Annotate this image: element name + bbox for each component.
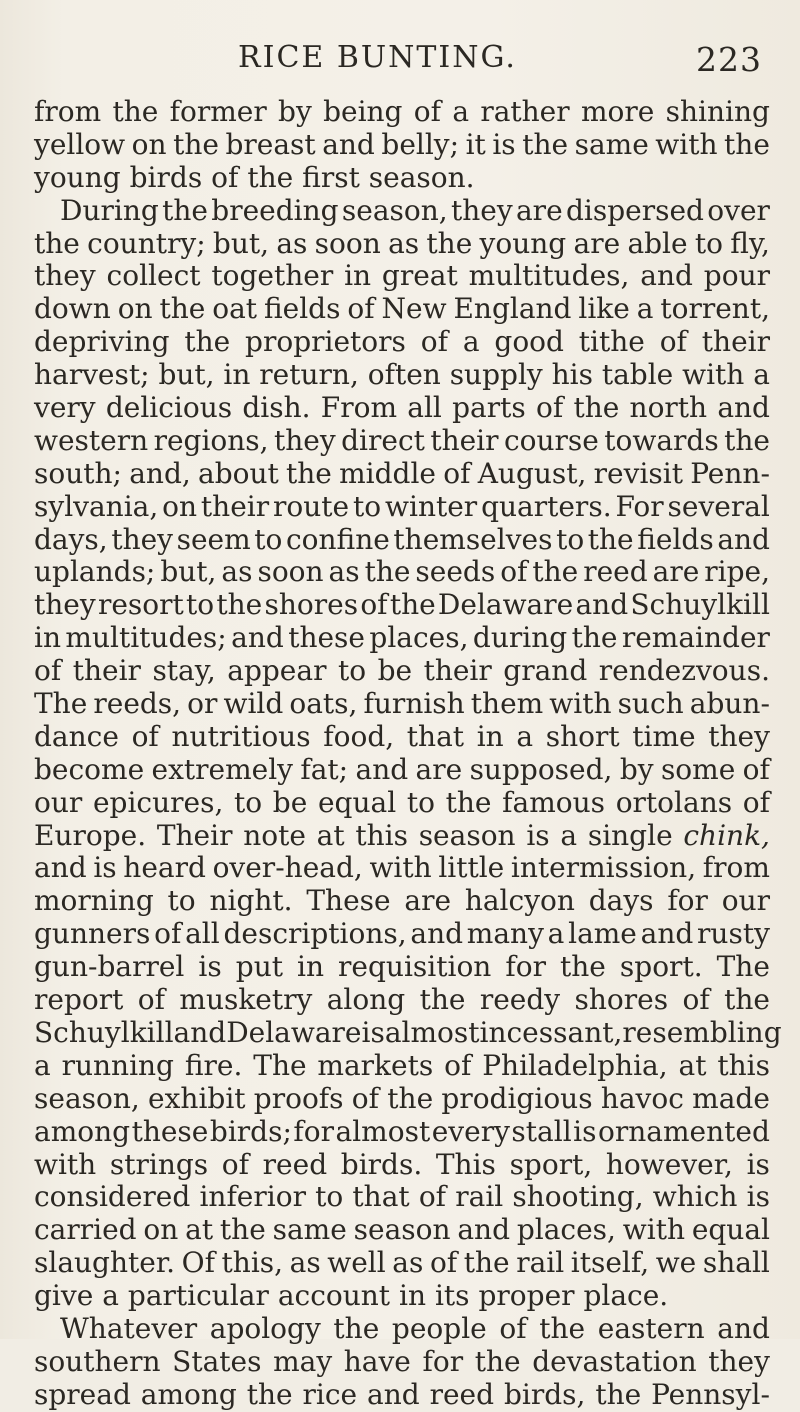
- text-line: of their stay, appear to be their grand rendezvous.: [34, 654, 770, 688]
- body-text: [34, 95, 782, 1412]
- text-line: depriving the proprietors of a good tithe of their: [34, 325, 770, 359]
- text-line: report of musketry along the reedy shores of the: [34, 983, 770, 1017]
- text-line: south; and, about the middle of August, revisit Penn-: [34, 456, 770, 490]
- text-line: they resort to the shores of the Delaware and Schuylkill: [34, 588, 770, 622]
- text-line: sylvania, on their route to winter quarters. For several: [34, 489, 770, 523]
- running-head: [0, 40, 800, 80]
- text-line: spread among the rice and reed birds, the Pennsyl-: [34, 1377, 770, 1411]
- text-line: among these birds; for almost every stall is ornamented: [34, 1114, 770, 1148]
- text-line: slaughter. Of this, as well as of the rail itself, we shall: [34, 1246, 770, 1280]
- text-line: and is heard over-head, with little intermission, from: [34, 851, 770, 885]
- text-line: western regions, they direct their course towards the: [34, 423, 770, 457]
- text-line: young birds of the first season.: [34, 160, 475, 194]
- text-line: carried on at the same season and places, with equal: [34, 1213, 770, 1247]
- text-line: give a particular account in its proper place.: [34, 1279, 669, 1313]
- text-line: considered inferior to that of rail shooting, which is: [34, 1180, 770, 1214]
- text-line: they collect together in great multitudes, and pour: [34, 259, 770, 293]
- text-line: season, exhibit proofs of the prodigious havoc made: [34, 1081, 770, 1115]
- text-line: down on the oat fields of New England like a torrent,: [34, 292, 770, 326]
- text-line: During the breeding season, they are dispersed over: [60, 193, 770, 227]
- text-line: dance of nutritious food, that in a short time they: [34, 719, 770, 753]
- text-line: days, they seem to confine themselves to the fields and: [34, 522, 770, 556]
- text-line: The reeds, or wild oats, furnish them with such abun-: [34, 687, 770, 721]
- text-line: in multitudes; and these places, during the remainder: [34, 621, 770, 655]
- text-line: harvest; but, in return, often supply his table with a: [34, 358, 770, 392]
- text-line: gun-barrel is put in requisition for the sport. The: [34, 950, 770, 984]
- text-line: Whatever apology the people of the eastern and: [60, 1311, 770, 1345]
- text-line: our epicures, to be equal to the famous ortolans of: [34, 785, 770, 819]
- text-line: become extremely fat; and are supposed, by some of: [34, 752, 770, 786]
- text-line: gunners of all descriptions, and many a lame and rusty: [34, 917, 770, 951]
- text-line: a running fire. The markets of Philadelphia, at this: [34, 1048, 770, 1082]
- text-line: Schuylkill and Delaware is almost incessant, resembling: [34, 1015, 782, 1049]
- text-line: the country; but, as soon as the young are able to fly,: [34, 226, 770, 260]
- text-line: with strings of reed birds. This sport, however, is: [34, 1147, 770, 1181]
- page-number: 223: [696, 40, 762, 79]
- text-line: very delicious dish. From all parts of the north and: [34, 391, 770, 425]
- text-line: morning to night. These are halcyon days for our: [34, 884, 770, 918]
- text-line: southern States may have for the devastation they: [34, 1344, 770, 1378]
- text-line: Europe. Their note at this season is a single chink,: [34, 818, 770, 852]
- text-line: yellow on the breast and belly; it is the same with the: [34, 127, 770, 161]
- text-line: uplands; but, as soon as the seeds of the reed are ripe,: [34, 555, 770, 589]
- text-line: from the former by being of a rather more shining: [34, 95, 770, 128]
- running-head-title: RICE BUNTING.: [238, 40, 517, 75]
